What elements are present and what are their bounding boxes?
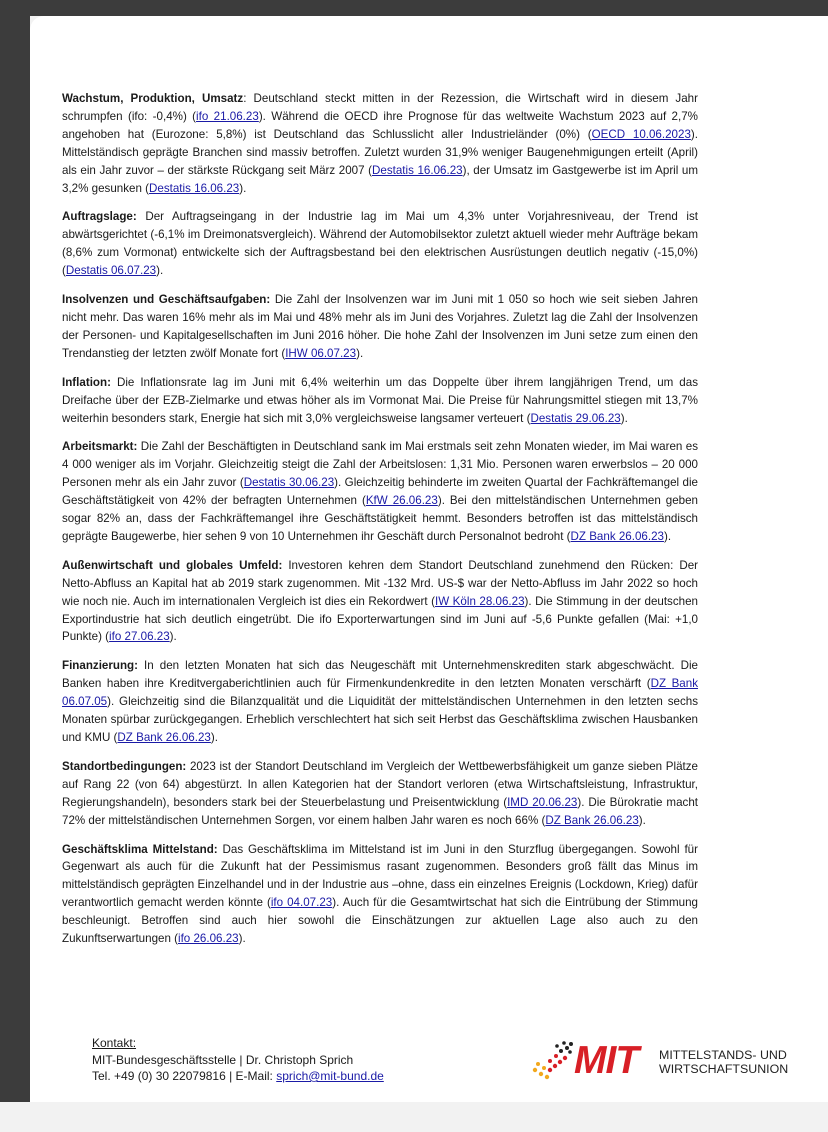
paragraph-text: Die Inflationsrate lag im Juni mit 6,4% weiterhin um das Doppelte über ihrem langjährigen Trend, um das Dreifache über der EZB-Zielmarke und etwas höher als im Vormonat Mai. Die Preise für Nahrungsmittel stiegen mit 13,7% weiterhin besonders stark, Energie hat sich mit 3,0% vergleichsweise langsamer verteuert (	[62, 375, 698, 425]
paragraph-text: ).	[663, 529, 672, 543]
contact-label: Kontakt:	[92, 1036, 137, 1050]
source-link[interactable]: KfW 26.06.23	[365, 494, 438, 508]
paragraph-text: Die Zahl der Beschäftigten in Deutschland sank im Mai erstmals seit zehn Monaten wieder, im Mai waren es 4 000 weniger als im Vorjahr. Gleichzeitig steigt die Zahl der Arbeitslosen: 1,31 Mio. Personen waren erwerbslos – 20 000 Personen mehr als ein Jahr zuvor (	[62, 440, 698, 490]
dots-swoosh-icon	[530, 1040, 576, 1082]
paragraph-text: ). Bei den mittelständischen Unternehmen geben sogar 82% an, dass der Fachkräftemangel ihre Geschäftstätigkeit hemmt. Besonders betroffen ist das mittelständisch geprägte Baugewerbe, hier sehen 9 von 10 Unternehmen ihr Geschäft durch Personalnot bedroht (	[62, 494, 698, 543]
section-paragraph	[62, 657, 698, 747]
paragraph-text: ).	[210, 731, 218, 744]
source-link[interactable]: OECD 10.06.2023	[591, 127, 691, 141]
section-paragraph	[62, 438, 698, 545]
source-link[interactable]: ifo 27.06.23	[109, 630, 170, 644]
section-heading: Auftragslage:	[62, 210, 137, 224]
section-heading: Außenwirtschaft und globales Umfeld:	[62, 558, 283, 572]
paragraph-text: ). Die Stimmung in der deutschen Exportindustrie hat sich deutlich eingetrübt. Die ifo Exporterwartungen sind im Juni auf -5,6 Punkte gefallen (Mai: +1,0 Punkte) (	[62, 594, 698, 644]
paragraph-text: ). Während die OECD ihre Prognose für das weltweite Wachstum 2023 auf 2,7% angehoben hat (Eurozone: 5,8%) ist Deutschland das Schlusslicht aller Industrieländer (0%) (	[62, 109, 698, 141]
logo-subtitle-line2: WIRTSCHAFTSUNION	[659, 1062, 789, 1076]
paragraph-text: ). Mittelständisch geprägte Branchen sind massiv betroffen. Zuletzt wurden 31,9% weniger Baugenehmigungen erteilt (April) als ein Jahr zuvor – der stärkste Rückgang seit März 2007 (	[62, 127, 698, 177]
source-link[interactable]: IW Köln 28.06.23	[435, 594, 525, 608]
paragraph-text: ).	[239, 181, 247, 195]
section-paragraph	[62, 841, 698, 948]
document-body	[62, 90, 698, 959]
source-link[interactable]: IMD 20.06.23	[507, 795, 578, 809]
source-link[interactable]: Destatis 06.07.23	[65, 264, 157, 278]
paragraph-text: ). Die Bürokratie macht 72% der mittelständischen Unternehmen Sorgen, vor einem halben Jahr waren es noch 66% (	[62, 795, 698, 827]
mit-logo	[530, 1040, 790, 1082]
paragraph-text: ).	[638, 813, 646, 827]
logo-wordmark: MIT	[574, 1039, 639, 1082]
section-paragraph	[62, 291, 698, 363]
contact-phone: Tel. +49 (0) 30 22079816 | E-Mail:	[92, 1069, 277, 1083]
source-link[interactable]: ifo 04.07.23	[270, 896, 333, 910]
section-heading: Wachstum, Produktion, Umsatz	[62, 92, 244, 105]
source-link[interactable]: Destatis 30.06.23	[243, 476, 335, 490]
window-left-edge	[0, 0, 30, 1132]
paragraph-text: Das Geschäftsklima im Mittelstand ist im Juni in den Sturzflug übergegangen. Sowohl für Gegenwart als auch für die Zukunft hat der Pessimismus rasant zugenommen. Besonders groß fällt das Minus im mittelständisch geprägten Einzelhandel und in der Industrie aus –ohne, dass ein einzelnes Ereignis (Lockdown, Krieg) dafür verantwortlich gemacht werden könnte (	[62, 842, 698, 910]
section-heading: Insolvenzen und Geschäftsaufgaben:	[62, 293, 271, 307]
source-link[interactable]: IHW 06.07.23	[285, 346, 357, 360]
paragraph-text: ). Auch für die Gesamtwirtschat hat sich die Eintrübung der Stimmung beschleunigt. Betroffen sind auch hier sowohl die Einschätzungen zur aktuellen Lage also auch zu den Zukunftserwartungen (	[62, 896, 699, 946]
section-heading: Arbeitsmarkt:	[62, 440, 138, 454]
source-link[interactable]: ifo 21.06.23	[196, 109, 259, 123]
paragraph-text: Die Zahl der Insolvenzen war im Juni mit 1 050 so hoch wie seit sieben Jahren nicht mehr. Das waren 16% mehr als im Mai und 48% mehr als im Juni des Vorjahres. Zuletzt lag die Zahl der Insolvenzen der Personen- und Kapitalgesellschaften im Juni 2016 höher. Die hohe Zahl der Insolvenzen im Juni setze zum einen den Trendanstieg der letzten zwölf Monate fort (	[62, 293, 698, 360]
source-link[interactable]: DZ Bank 26.06.23	[545, 813, 639, 827]
contact-phone-email	[92, 1068, 384, 1085]
section-paragraph	[62, 208, 698, 280]
paragraph-text: ).	[356, 346, 364, 360]
paragraph-text: ). Gleichzeitig behinderte im zweiten Quartal der Fachkräftemangel die Geschäftstätigkeit von 42% der befragten Unternehmen (	[62, 476, 698, 508]
section-heading: Geschäftsklima Mittelstand:	[62, 842, 218, 856]
source-link[interactable]: ifo 26.06.23	[178, 932, 239, 946]
section-paragraph	[62, 90, 698, 197]
source-link[interactable]: Destatis 16.06.23	[372, 163, 463, 177]
source-link[interactable]: Destatis 16.06.23	[149, 181, 240, 195]
source-link[interactable]: Destatis 29.06.23	[530, 411, 621, 425]
section-heading: Standortbedingungen:	[62, 759, 187, 773]
contact-block	[92, 1035, 384, 1085]
contact-email-link[interactable]: sprich@mit-bund.de	[276, 1069, 384, 1083]
section-paragraph	[62, 758, 698, 830]
source-link[interactable]: DZ Bank 26.06.23	[117, 731, 211, 744]
paragraph-text: ). Gleichzeitig sind die Bilanzqualität und die Liquidität der mittelständischen Unternehmen in den letzten sechs Monaten spürbar zurückgegangen. Erheblich verschlechtert hat sich seit Herbst das Geschäftsklima zwischen Hausbanken und KMU (	[62, 695, 698, 744]
source-link[interactable]: DZ Bank 26.06.23	[570, 529, 664, 543]
logo-subtitle	[659, 1048, 788, 1076]
source-link[interactable]: DZ Bank 06.07.05	[62, 677, 699, 709]
paragraph-text: Investoren kehren dem Standort Deutschland zunehmend den Rücken: Der Netto-Abfluss an Kapital hat ab 2019 stark zugenommen. Mit -132 Mrd. US-$ war der Netto-Abfluss im Jahr 2022 so hoch wie noch nie. Auch im internationalen Vergleich ist dies ein Rekordwert (	[62, 558, 699, 608]
paragraph-text: ).	[156, 264, 164, 278]
paragraph-text: ).	[620, 411, 628, 425]
paragraph-text: Der Auftragseingang in der Industrie lag im Mai um 4,3% unter Vorjahresniveau, der Trend ist abwärtsgerichtet (-6,1% im Dreimonatsvergleich). Während der Automobilsektor zuletzt aktuell wieder mehr Aufträge bekam (8,6% zum Vormonat) entwickelte sich der Auftragsbestand bei den elektrischen Ausrüstungen deutlich negativ (-15,0%) (	[62, 210, 698, 278]
section-heading: Inflation:	[62, 375, 111, 389]
paragraph-text: ), der Umsatz im Gastgewerbe ist im April um 3,2% gesunken (	[62, 163, 699, 195]
paragraph-text: In den letzten Monaten hat sich das Neugeschäft mit Unternehmenskrediten stark abgeschwächt. Die Banken haben ihre Kreditvergaberichtlinien auch für Firmenkundenkredite in den letzten Monaten verschärft (	[62, 659, 698, 691]
section-heading: Finanzierung:	[62, 659, 138, 673]
paragraph-text: ).	[238, 932, 246, 946]
paragraph-text: : Deutschland steckt mitten in der Rezession, die Wirtschaft wird in diesem Jahr schrumpfen (ifo: -0,4%) (	[62, 92, 698, 123]
contact-office: MIT-Bundesgeschäftsstelle | Dr. Christoph Sprich	[92, 1052, 354, 1067]
window-top-edge	[0, 0, 828, 16]
section-paragraph	[62, 374, 698, 428]
paragraph-text: 2023 ist der Standort Deutschland im Vergleich der Wettbewerbsfähigkeit um ganze sieben Plätze auf Rang 22 (von 64) abgestürzt. In allen Kategorien hat der Standort verloren (etwa Wirtschaftsleistung, Infrastruktur, Regierungshandeln), besonders stark bei der Steuerbelastung und Preisentwicklung (	[62, 759, 698, 809]
paragraph-text: ).	[169, 630, 177, 644]
logo-subtitle-line1: MITTELSTANDS- UND	[659, 1048, 787, 1062]
page-bottom-margin	[0, 1102, 828, 1132]
section-paragraph	[62, 557, 698, 647]
